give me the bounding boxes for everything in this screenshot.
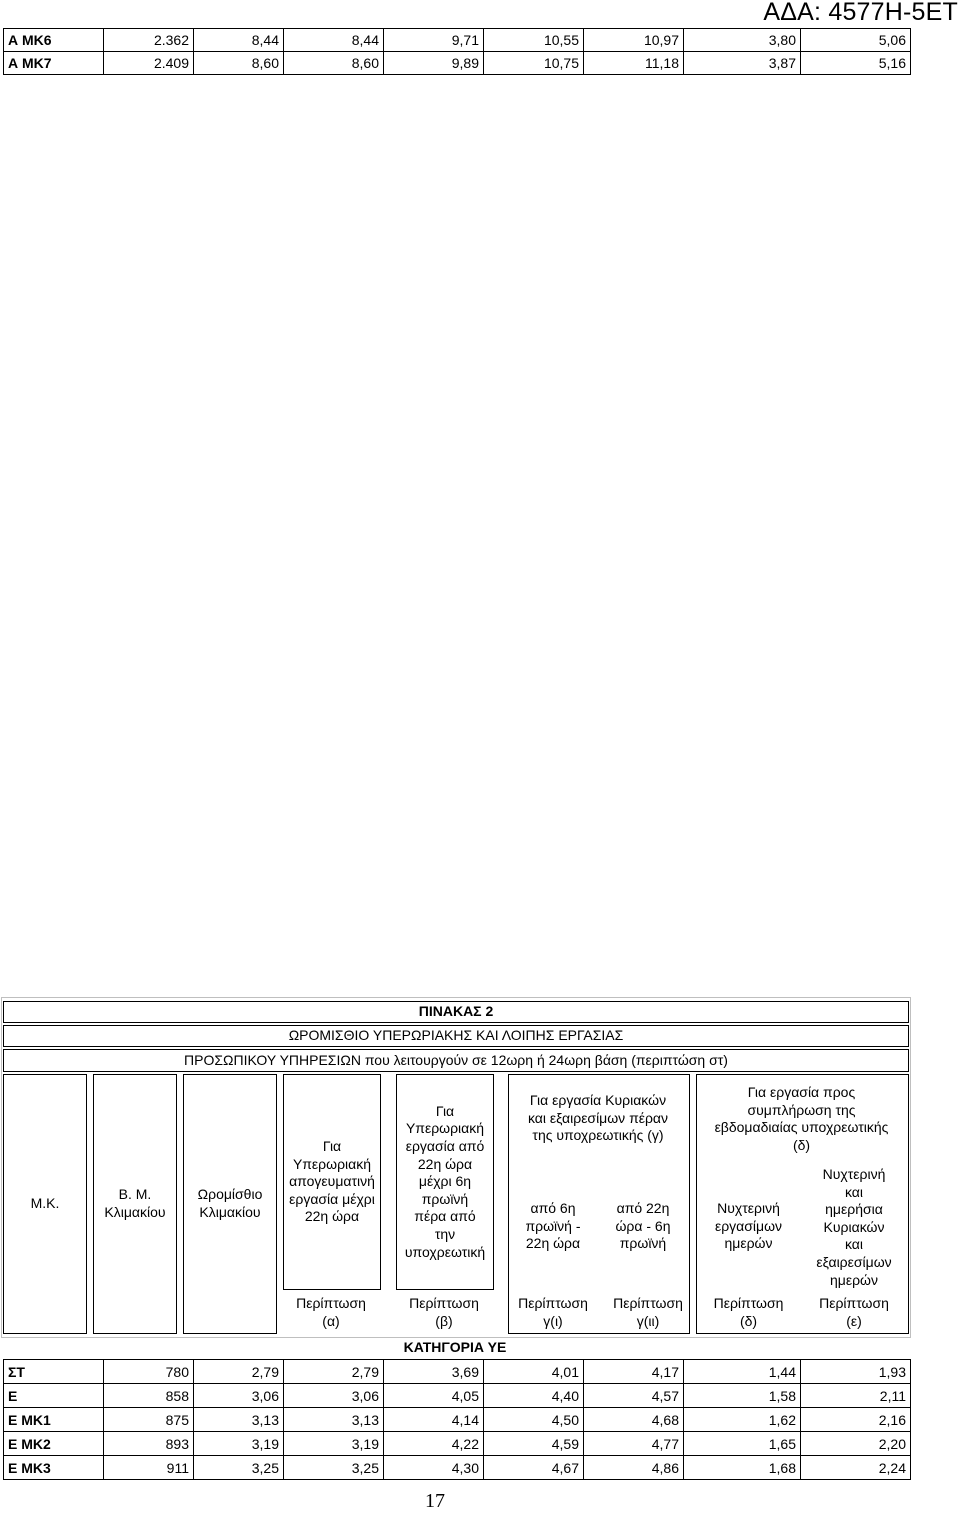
table-cell: 3,13 <box>194 1408 284 1432</box>
header-col-d2 <box>801 1166 907 1289</box>
header-line: εργασίμων <box>714 1217 783 1234</box>
header-line: ώρα - 6η <box>615 1217 671 1234</box>
header-line: μέχρι 6η <box>418 1173 472 1190</box>
table-row <box>4 1360 911 1384</box>
category-label: ΚΑΤΗΓΟΡΙΑ ΥΕ <box>403 1339 507 1355</box>
header-line: Νυχτερινή <box>717 1200 780 1216</box>
table-cell: 4,17 <box>584 1360 684 1384</box>
case-b: Περίπτωση (β) <box>409 1295 479 1329</box>
table-cell: 4,59 <box>484 1432 584 1456</box>
header-line: ημερών <box>830 1271 878 1288</box>
table-cell: 2,11 <box>801 1384 911 1408</box>
table-cell: 3,19 <box>194 1432 284 1456</box>
header-line: απογευματινή <box>289 1173 375 1190</box>
table-cell: 3,69 <box>384 1360 484 1384</box>
table-cell: 8,44 <box>194 29 284 52</box>
table-cell: 1,62 <box>684 1408 801 1432</box>
table-cell: 10,97 <box>584 29 684 52</box>
table-cell: 4,50 <box>484 1408 584 1432</box>
table-cell: 5,06 <box>801 29 911 52</box>
table-cell: 8,60 <box>284 52 384 75</box>
header-line: ημερήσια <box>825 1201 883 1218</box>
header-line: (δ) <box>792 1136 811 1153</box>
table-cell: 2,79 <box>194 1360 284 1384</box>
row-label: Ε ΜΚ1 <box>4 1408 104 1432</box>
case-g1: Περίπτωση γ(ι) <box>518 1295 588 1329</box>
header-bm: Β. Μ. Κλιμακίου <box>93 1074 177 1334</box>
table-cell: 10,55 <box>484 29 584 52</box>
table-cell: 2,16 <box>801 1408 911 1432</box>
table-row <box>4 52 911 75</box>
case-g2: Περίπτωση γ(ιι) <box>613 1295 683 1329</box>
table-cell: 2.409 <box>104 52 194 75</box>
header-line: εβδομαδιαίας υποχρεωτικής <box>714 1119 889 1136</box>
header-line: 22η ώρα <box>525 1235 581 1252</box>
table2-subtitle-1: ΩΡΟΜΙΣΘΙΟ ΥΠΕΡΩΡΙΑΚΗΣ ΚΑΙ ΛΟΙΠΗΣ ΕΡΓΑΣΙΑΣ <box>3 1025 909 1047</box>
table-cell: 911 <box>104 1456 194 1480</box>
row-label: Ε ΜΚ2 <box>4 1432 104 1456</box>
table-cell: 2,24 <box>801 1456 911 1480</box>
header-col-g-title <box>508 1092 688 1145</box>
top-rates-table <box>3 28 911 75</box>
table-cell: 10,75 <box>484 52 584 75</box>
header-hourly: Ωρομίσθιο Κλιμακίου <box>183 1074 277 1334</box>
table-cell: 3,06 <box>284 1384 384 1408</box>
table2-title: ΠΙΝΑΚΑΣ 2 <box>3 1001 909 1023</box>
table2-subtitle-2: ΠΡΟΣΩΠΙΚΟΥ ΥΠΗΡΕΣΙΩΝ που λειτουργούν σε 12ωρη ή 24ωρη βάση (περιπτώση στ) <box>3 1049 909 1072</box>
table-cell: 4,86 <box>584 1456 684 1480</box>
table-cell: 8,60 <box>194 52 284 75</box>
table-row <box>4 1408 911 1432</box>
header-line: Υπερωριακή <box>405 1120 485 1137</box>
header-line: πέρα από <box>414 1208 476 1225</box>
header-line: πρωϊνή <box>421 1190 469 1207</box>
header-line: Για εργασία προς <box>747 1084 856 1100</box>
table-cell: 1,58 <box>684 1384 801 1408</box>
table-cell: 1,65 <box>684 1432 801 1456</box>
table-cell: 858 <box>104 1384 194 1408</box>
case-a: Περίπτωση (α) <box>296 1295 366 1329</box>
header-line: την <box>434 1225 456 1242</box>
table-cell: 780 <box>104 1360 194 1384</box>
row-label: Ε ΜΚ3 <box>4 1456 104 1480</box>
header-line: από 22η <box>616 1200 670 1216</box>
table-row <box>4 1456 911 1480</box>
table-cell: 4,30 <box>384 1456 484 1480</box>
header-line: 22η ώρα <box>304 1208 360 1225</box>
table-cell: 4,01 <box>484 1360 584 1384</box>
header-col-b <box>396 1074 494 1290</box>
header-line: Για <box>435 1102 455 1119</box>
header-col-d-title <box>696 1084 907 1154</box>
row-label: Α ΜΚ6 <box>4 29 104 52</box>
table-row <box>4 1432 911 1456</box>
table-cell: 2.362 <box>104 29 194 52</box>
header-line: από 6η <box>530 1200 576 1216</box>
table-cell: 5,16 <box>801 52 911 75</box>
header-line: και <box>844 1236 864 1253</box>
header-line: ημερών <box>724 1235 773 1252</box>
header-line: Για <box>322 1138 342 1155</box>
header-line: και <box>844 1183 864 1200</box>
table-cell: 893 <box>104 1432 194 1456</box>
table-cell: 3,87 <box>684 52 801 75</box>
row-label: Ε <box>4 1384 104 1408</box>
table-row <box>4 1384 911 1408</box>
table2-body <box>3 1359 911 1480</box>
table-cell: 875 <box>104 1408 194 1432</box>
table-cell: 3,13 <box>284 1408 384 1432</box>
row-label: ΣΤ <box>4 1360 104 1384</box>
header-line: πρωϊνή - <box>525 1217 581 1234</box>
table-cell: 11,18 <box>584 52 684 75</box>
header-mk: Μ.Κ. <box>3 1074 87 1334</box>
table-cell: 9,89 <box>384 52 484 75</box>
header-line: 22η ώρα <box>417 1155 473 1172</box>
table-cell: 4,68 <box>584 1408 684 1432</box>
table-cell: 3,19 <box>284 1432 384 1456</box>
table-cell: 4,57 <box>584 1384 684 1408</box>
table-cell: 2,20 <box>801 1432 911 1456</box>
case-e: Περίπτωση (ε) <box>819 1295 889 1329</box>
table-cell: 1,93 <box>801 1360 911 1384</box>
table-cell: 8,44 <box>284 29 384 52</box>
table-cell: 1,44 <box>684 1360 801 1384</box>
table-cell: 3,25 <box>194 1456 284 1480</box>
table-cell: 4,22 <box>384 1432 484 1456</box>
header-col-g2 <box>598 1200 688 1253</box>
table-row <box>4 29 911 52</box>
table-cell: 2,79 <box>284 1360 384 1384</box>
table-cell: 4,40 <box>484 1384 584 1408</box>
header-col-a <box>283 1074 381 1290</box>
table-cell: 9,71 <box>384 29 484 52</box>
header-line: εργασία από <box>405 1138 485 1155</box>
header-col-d1 <box>696 1200 801 1253</box>
table-cell: 4,05 <box>384 1384 484 1408</box>
header-line: της υποχρεωτικής (γ) <box>532 1127 664 1144</box>
header-line: Για εργασία Κυριακών <box>529 1092 667 1108</box>
header-line: υποχρεωτική <box>404 1243 486 1260</box>
case-d: Περίπτωση (δ) <box>713 1295 784 1329</box>
table-cell: 1,68 <box>684 1456 801 1480</box>
table-cell: 4,14 <box>384 1408 484 1432</box>
header-line: εργασία μέχρι <box>289 1190 375 1207</box>
table-cell: 3,06 <box>194 1384 284 1408</box>
header-col-g1 <box>508 1200 598 1253</box>
table-cell: 4,67 <box>484 1456 584 1480</box>
header-line: πρωϊνή <box>619 1235 667 1252</box>
header-line: και εξαιρεσίμων πέραν <box>527 1109 669 1126</box>
table-cell: 3,25 <box>284 1456 384 1480</box>
table-cell: 4,77 <box>584 1432 684 1456</box>
header-line: Κυριακών <box>823 1218 885 1235</box>
header-line: Υπερωριακή <box>292 1155 372 1172</box>
header-line: Νυχτερινή <box>822 1166 886 1182</box>
header-line: εξαιρεσίμων <box>816 1253 892 1270</box>
ada-code: ΑΔΑ: 4577Η-5ΕΤ <box>763 0 958 26</box>
table-cell: 3,80 <box>684 29 801 52</box>
header-line: συμπλήρωση της <box>747 1101 856 1118</box>
page-number: 17 <box>425 1490 445 1512</box>
row-label: Α ΜΚ7 <box>4 52 104 75</box>
